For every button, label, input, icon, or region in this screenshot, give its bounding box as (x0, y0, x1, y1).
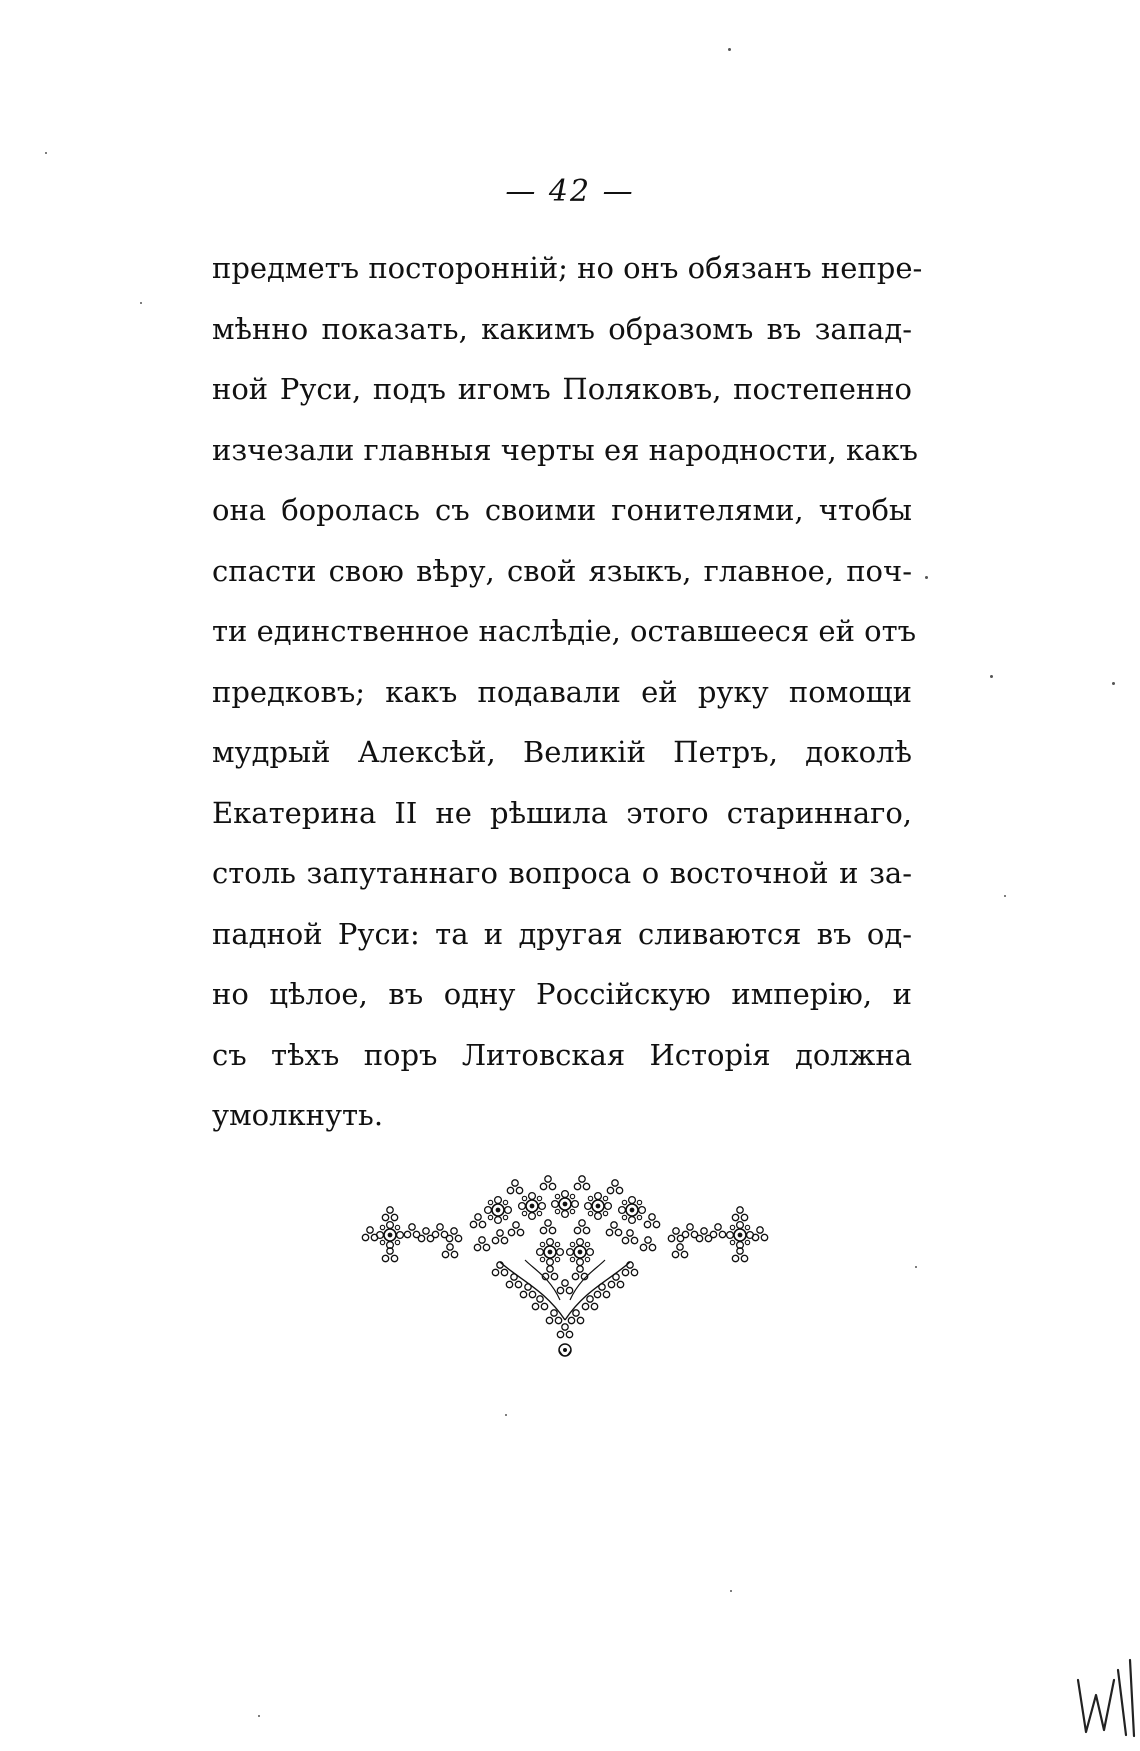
paper-speck (925, 576, 928, 579)
paper-speck (1004, 895, 1006, 897)
text-line: спасти свою вѣру, свой языкъ, главное, поч- (212, 553, 912, 588)
paper-speck (45, 152, 47, 154)
paper-speck (730, 1590, 732, 1592)
text-line: Екатерина II не рѣшила этого стариннаго, (212, 795, 912, 830)
page-number: — 42 — (505, 174, 635, 209)
paper-speck (505, 1414, 507, 1416)
text-line: умолкнуть. (212, 1098, 384, 1132)
text-line: столь запутаннаго вопроса о восточной и за- (212, 856, 912, 890)
text-line: она боролась съ своими гонителями, чтобы (212, 493, 912, 527)
text-line: предковъ; какъ подавали ей руку помощи (212, 674, 912, 709)
text-line: падной Руси: та и другая сливаются въ од- (212, 916, 912, 951)
paper-speck (140, 302, 142, 304)
floral-ornament-icon (350, 1170, 780, 1370)
text-line: ти единственное наслѣдіе, оставшееся ей отъ (212, 614, 917, 648)
signature-icon (1070, 1640, 1140, 1740)
paper-speck (915, 1266, 917, 1268)
text-line: но цѣлое, въ одну Россійскую имперію, и (212, 977, 912, 1011)
text-line: мудрый Алексѣй, Великій Петръ, доколѣ (212, 735, 912, 769)
text-line: ной Руси, подъ игомъ Поляковъ, постепенно (212, 372, 912, 406)
text-line: съ тѣхъ поръ Литовская Исторія должна (212, 1037, 912, 1072)
text-line: предметъ посторонній; но онъ обязанъ непре- (212, 251, 923, 285)
text-line: мѣнно показать, какимъ образомъ въ запад- (212, 311, 912, 346)
paper-speck (1112, 682, 1115, 685)
paper-speck (728, 48, 731, 51)
paper-speck (258, 1715, 260, 1717)
body-text (212, 238, 923, 1146)
paper-speck (990, 675, 993, 678)
text-line: изчезали главныя черты ея народности, какъ (212, 432, 918, 467)
